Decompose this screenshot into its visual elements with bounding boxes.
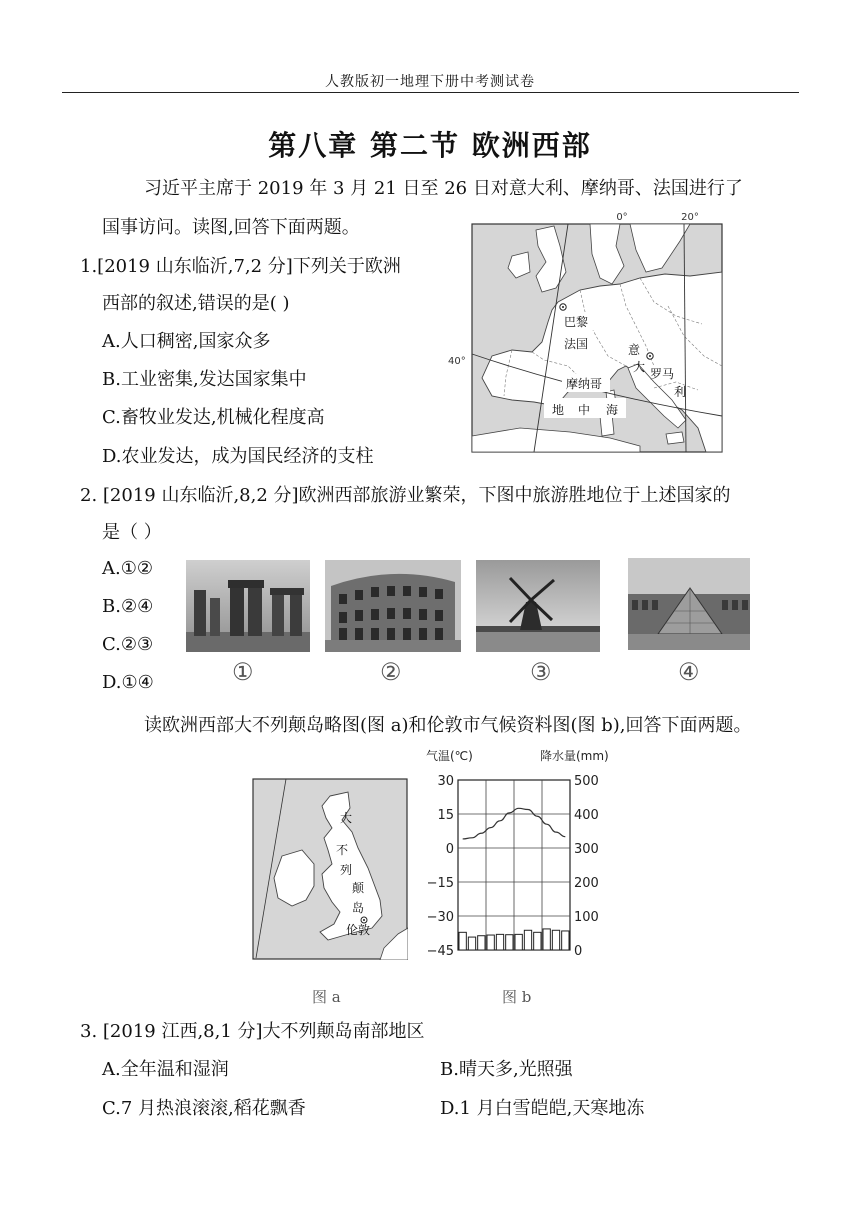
precip-bar (515, 934, 522, 950)
chart-left-tick-label: −30 (426, 910, 454, 925)
map-label-sea-2: 中 (578, 403, 591, 417)
q3-option-a: A.全年温和湿润 (102, 1059, 229, 1080)
chart-left-tick-label: −15 (426, 876, 454, 891)
map-lon-20-label: 20° (681, 212, 699, 223)
photo-2-colosseum (325, 560, 461, 652)
map-label-italy-3: 利 (674, 385, 687, 399)
precip-bar (478, 936, 485, 950)
map-label-sea-3: 海 (606, 403, 619, 417)
photo-3-windmill (476, 560, 600, 652)
chart-left-tick-label: 0 (445, 842, 454, 857)
chart-right-tick-label: 0 (574, 944, 583, 959)
q3-stem: 3. [2019 江西,8,1 分]大不列颠岛南部地区 (80, 1021, 425, 1042)
precip-bar (487, 935, 494, 950)
uk-label-char-3: 列 (340, 863, 353, 877)
intro-line-1: 习近平主席于 2019 年 3 月 21 日至 26 日对意大利、摩纳哥、法国进行了 (144, 178, 743, 199)
uk-label-char-4: 颠 (352, 881, 365, 895)
map-lat-40-label: 40° (448, 356, 466, 367)
uk-label-char-2: 不 (336, 843, 349, 857)
figure-b-caption: 图 b (502, 988, 532, 1006)
chart-left-axis-title: 气温(℃) (426, 749, 473, 763)
uk-label-char-1: 大 (340, 811, 353, 825)
precip-bar (534, 932, 541, 950)
page-header: 人教版初一地理下册中考测试卷 (325, 74, 535, 90)
map-label-paris: 巴黎 (564, 315, 589, 329)
photo-3-label: ③ (530, 658, 552, 686)
chart-left-tick-label: −45 (426, 944, 454, 959)
q1-option-b: B.工业密集,发达国家集中 (102, 369, 307, 390)
precip-bar (562, 931, 569, 950)
precip-bar (506, 935, 513, 950)
precip-bar (552, 930, 559, 950)
photo-2-label: ② (380, 658, 402, 686)
q2-option-a: A.①② (102, 558, 153, 579)
q2-stem-line-1: 2. [2019 山东临沂,8,2 分]欧洲西部旅游业繁荣，下图中旅游胜地位于上述国家的 (80, 485, 731, 506)
q3-option-b: B.晴天多,光照强 (440, 1059, 573, 1080)
precip-bar (496, 934, 503, 950)
figure-a-caption: 图 a (312, 988, 341, 1006)
q3-option-c: C.7 月热浪滚滚,稻花飘香 (102, 1098, 306, 1119)
precip-bar (459, 932, 466, 950)
map-lon-0-label: 0° (616, 212, 628, 223)
photo-4-label: ④ (678, 658, 700, 686)
chart-right-tick-label: 400 (574, 808, 599, 823)
q2-option-d: D.①④ (102, 672, 154, 693)
q1-stem-line-2: 西部的叙述,错误的是( ) (102, 293, 290, 314)
climate-chart (410, 746, 610, 966)
q2-stem-line-2: 是（ ） (102, 522, 162, 543)
photo-1-label: ① (232, 658, 254, 686)
page-title: 第八章 第二节 欧洲西部 (268, 129, 592, 162)
q1-option-d: D.农业发达，成为国民经济的支柱 (102, 446, 374, 467)
q1-option-a: A.人口稠密,国家众多 (102, 331, 271, 352)
precip-bar (543, 929, 550, 950)
header-divider (62, 92, 799, 93)
photo-1-stonehenge (186, 560, 310, 652)
chart-right-axis-title: 降水量(mm) (540, 749, 609, 763)
precip-bar (524, 930, 531, 950)
europe-map (440, 206, 725, 456)
map-label-italy-2: 大 (633, 360, 646, 374)
intro-line-2: 国事访问。读图,回答下面两题。 (102, 217, 360, 238)
uk-map (252, 778, 408, 960)
map-label-italy-1: 意 (628, 343, 641, 357)
q2-option-b: B.②④ (102, 596, 154, 617)
chart-right-tick-label: 200 (574, 876, 599, 891)
q1-stem-line-1: 1.[2019 山东临沂,7,2 分]下列关于欧洲 (80, 256, 401, 277)
chart-right-tick-label: 300 (574, 842, 599, 857)
q2-option-c: C.②③ (102, 634, 154, 655)
chart-left-tick-label: 30 (437, 774, 454, 789)
chart-left-tick-label: 15 (437, 808, 454, 823)
q1-option-c: C.畜牧业发达,机械化程度高 (102, 407, 325, 428)
map-label-rome: 罗马 (650, 367, 675, 381)
map-label-france: 法国 (564, 337, 589, 351)
chart-right-tick-label: 100 (574, 910, 599, 925)
uk-label-london: 伦敦 (346, 923, 371, 937)
photo-4-louvre (628, 558, 750, 650)
precip-bar (468, 937, 475, 950)
q3-option-d: D.1 月白雪皑皑,天寒地冻 (440, 1098, 645, 1119)
map-label-sea-1: 地 (552, 403, 565, 417)
uk-label-char-5: 岛 (352, 901, 365, 915)
chart-right-tick-label: 500 (574, 774, 599, 789)
intro-2: 读欧洲西部大不列颠岛略图(图 a)和伦敦市气候资料图(图 b),回答下面两题。 (144, 715, 752, 736)
map-label-monaco: 摩纳哥 (566, 377, 603, 391)
